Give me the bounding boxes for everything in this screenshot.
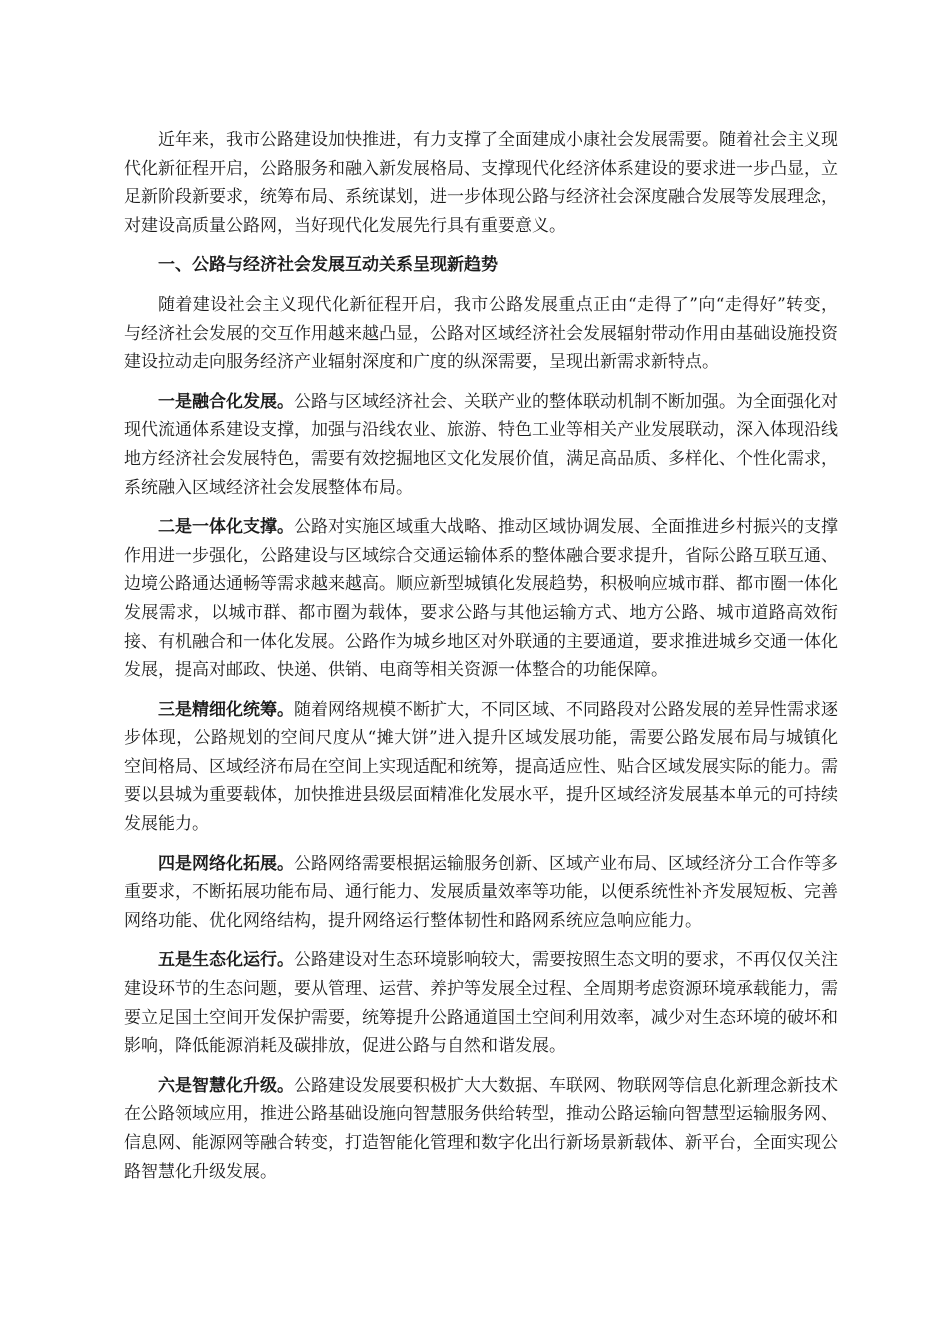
point-paragraph-6: [124, 1072, 838, 1186]
point-lead: 二是一体化支撑。: [158, 517, 294, 538]
section-intro-paragraph: 随着建设社会主义现代化新征程开启，我市公路发展重点正由“走得了”向“走得好”转变，与经济社会发展的交互作用越来越凸显，公路对区域经济社会发展辐射带动作用由基础设施投资建设拉动走向服务经济产业辐射深度和广度的纵深需要，呈现出新需求新特点。: [124, 294, 838, 373]
document-body: [124, 126, 838, 1197]
point-lead: 三是精细化统筹。: [158, 699, 294, 720]
point-text: 公路建设对生态环境影响较大，需要按照生态文明的要求，不再仅仅关注建设环节的生态问题，要从管理、运营、养护等发展全过程、全周期考虑资源环境承载能力，需要立足国土空间开发保护需要，统筹提升公路通道国土空间利用效率，减少对生态环境的破坏和影响，降低能源消耗及碳排放，促进公路与自然和谐发展。: [124, 950, 838, 1057]
point-text: 公路对实施区域重大战略、推动区域协调发展、全面推进乡村振兴的支撑作用进一步强化，公路建设与区域综合交通运输体系的整体融合要求提升，省际公路互联互通、边境公路通达通畅等需求越来越高。顺应新型城镇化发展趋势，积极响应城市群、都市圈一体化发展需求，以城市群、都市圈为载体，要求公路与其他运输方式、地方公路、城市道路高效衔接、有机融合和一体化发展。公路作为城乡地区对外联通的主要通道，要求推进城乡交通一体化发展，提高对邮政、快递、供销、电商等相关资源一体整合的功能保障。: [124, 517, 838, 681]
point-paragraph-5: [124, 946, 838, 1060]
point-lead: 一是融合化发展。: [158, 391, 294, 412]
point-paragraph-3: [124, 696, 838, 839]
point-text: 公路与区域经济社会、关联产业的整体联动机制不断加强。为全面强化对现代流通体系建设支撑，加强与沿线农业、旅游、特色工业等相关产业发展联动，深入体现沿线地方经济社会发展特色，需要有效挖掘地区文化发展价值，满足高品质、多样化、个性化需求，系统融入区域经济社会发展整体布局。: [124, 391, 838, 498]
point-lead: 五是生态化运行。: [158, 950, 294, 971]
point-lead: 四是网络化拓展。: [158, 853, 294, 874]
point-text: 公路网络需要根据运输服务创新、区域产业布局、区域经济分工合作等多重要求，不断拓展功能布局、通行能力、发展质量效率等功能，以便系统性补齐发展短板、完善网络功能、优化网络结构，提升网络运行整体韧性和路网系统应急响应能力。: [124, 853, 838, 931]
intro-paragraph: 近年来，我市公路建设加快推进，有力支撑了全面建成小康社会发展需要。随着社会主义现代化新征程开启，公路服务和融入新发展格局、支撑现代化经济体系建设的要求进一步凸显，立足新阶段新要求，统筹布局、系统谋划，进一步体现公路与经济社会深度融合发展等发展理念，对建设高质量公路网，当好现代化发展先行具有重要意义。: [124, 130, 838, 236]
point-paragraph-2: [124, 513, 838, 685]
point-text: 随着网络规模不断扩大，不同区域、不同路段对公路发展的差异性需求逐步体现，公路规划的空间尺度从“摊大饼”进入提升区域发展功能，需要公路发展布局与城镇化空间格局、区域经济布局在空间上实现适配和统筹，提高适应性、贴合区域发展实际的能力。需要以县城为重要载体，加快推进县级层面精准化发展水平，提升区域经济发展基本单元的可持续发展能力。: [124, 699, 838, 835]
point-paragraph-4: [124, 850, 838, 936]
point-text: 公路建设发展要积极扩大大数据、车联网、物联网等信息化新理念新技术在公路领域应用，推进公路基础设施向智慧服务供给转型，推动公路运输向智慧型运输服务网、信息网、能源网等融合转变，打造智能化管理和数字化出行新场景新载体、新平台，全面实现公路智慧化升级发展。: [124, 1075, 838, 1182]
point-paragraph-1: [124, 388, 838, 502]
section-heading: 一、公路与经济社会发展互动关系呈现新趋势: [158, 255, 498, 276]
point-lead: 六是智慧化升级。: [158, 1075, 294, 1096]
